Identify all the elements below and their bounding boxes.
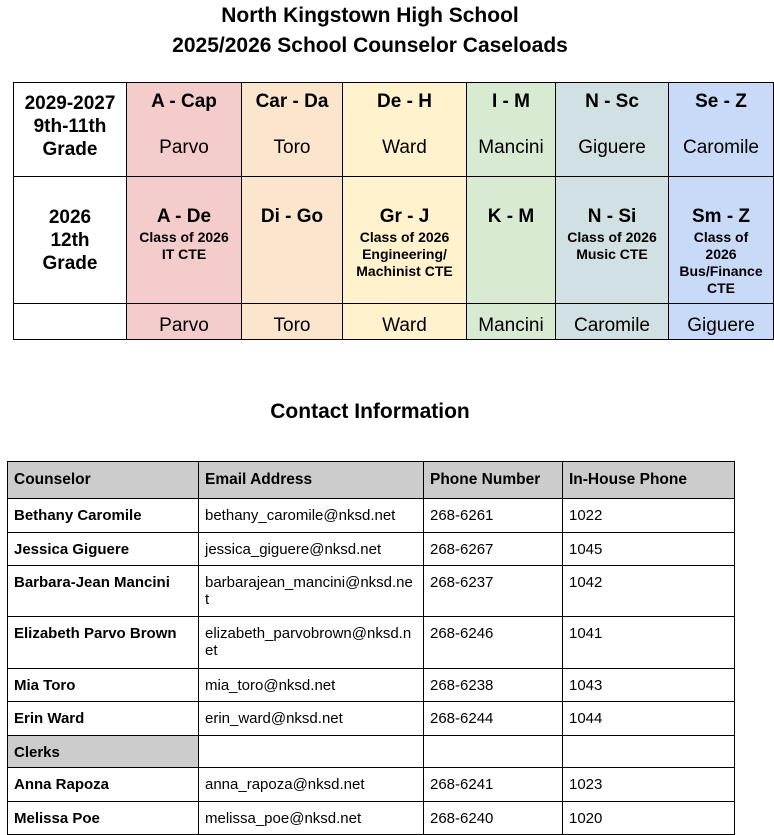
counselor-name: Ward: [382, 315, 427, 336]
program-note: Bus/Finance: [679, 263, 763, 279]
column-header: Email Address: [199, 462, 424, 499]
caseload-cell: [467, 177, 556, 340]
phone-number: 268-6241: [424, 768, 563, 802]
phone-number: 268-6246: [424, 617, 563, 669]
counselor-name: Giguere: [687, 315, 755, 336]
clerks-label: Clerks: [8, 736, 199, 768]
caseload-cell: [343, 83, 467, 177]
phone-number: 268-6244: [424, 702, 563, 736]
alpha-range: De - H: [377, 91, 432, 112]
alpha-range: A - De: [156, 206, 212, 227]
phone-number: 268-6238: [424, 669, 563, 702]
cell-divider: [466, 303, 556, 304]
column-header: In-House Phone: [563, 462, 735, 499]
table-row: [8, 802, 735, 835]
inhouse-phone: 1043: [563, 669, 735, 702]
cell-divider: [241, 303, 343, 304]
program-note: CTE: [707, 280, 735, 296]
caseload-cell: [242, 83, 343, 177]
cell-divider: [126, 303, 242, 304]
inhouse-phone: 1020: [563, 802, 735, 835]
alpha-range: Di - Go: [260, 206, 324, 227]
table-row: [8, 499, 735, 533]
grade-line: 2029-2027: [24, 93, 116, 114]
counselor-name: Mancini: [478, 315, 544, 336]
table-row: [8, 617, 735, 669]
grade-line: 9th-11th: [33, 116, 107, 137]
inhouse-phone: 1042: [563, 566, 735, 617]
clerk-name: Melissa Poe: [8, 802, 199, 835]
counselor-name: Erin Ward: [8, 702, 199, 736]
page-subtitle: 2025/2026 School Counselor Caseloads: [172, 34, 568, 57]
counselor-name: Mancini: [478, 137, 544, 158]
program-note: IT CTE: [161, 246, 207, 262]
alpha-range: K - M: [487, 206, 535, 227]
cell-divider: [14, 303, 126, 304]
grade-cell: [14, 83, 127, 177]
inhouse-phone: 1023: [563, 768, 735, 802]
caseload-cell: [127, 83, 242, 177]
clerks-section-row: [8, 736, 735, 768]
phone-number: 268-6237: [424, 566, 563, 617]
program-note: Class of 2026: [567, 229, 657, 245]
email-link[interactable]: jessica_giguere@nksd.net: [199, 533, 424, 566]
program-note: Class of: [693, 229, 749, 245]
alpha-range: I - M: [492, 91, 530, 112]
inhouse-phone: 1044: [563, 702, 735, 736]
program-note: Machinist CTE: [356, 263, 453, 279]
grade-line: Grade: [42, 253, 98, 274]
counselor-name: Toro: [273, 137, 311, 158]
clerk-name: Anna Rapoza: [8, 768, 199, 802]
alpha-range: N - Si: [587, 206, 637, 227]
program-note: 2026: [705, 246, 737, 262]
phone-number: 268-6261: [424, 499, 563, 533]
caseload-row-underclass: [14, 83, 774, 177]
contact-table: [7, 461, 735, 835]
phone-number: 268-6240: [424, 802, 563, 835]
caseload-cell: [127, 177, 242, 340]
contact-header-row: [8, 462, 735, 499]
grade-line: Grade: [42, 139, 98, 160]
cell-divider: [555, 303, 669, 304]
email-link[interactable]: anna_rapoza@nksd.net: [199, 768, 424, 802]
grade-line: 2026: [48, 207, 92, 228]
counselor-name: Parvo: [159, 137, 209, 158]
caseload-cell: [556, 83, 669, 177]
phone-number: 268-6267: [424, 533, 563, 566]
email-link[interactable]: melissa_poe@nksd.net: [199, 802, 424, 835]
program-note: Engineering/: [362, 246, 447, 262]
table-row: [8, 702, 735, 736]
alpha-range: N - Sc: [585, 91, 639, 112]
empty-cell: [563, 736, 735, 768]
counselor-name: Barbara-Jean Mancini: [8, 566, 199, 617]
alpha-range: Se - Z: [695, 91, 747, 112]
inhouse-phone: 1022: [563, 499, 735, 533]
table-row: [8, 669, 735, 702]
email-link[interactable]: barbarajean_mancini@nksd.net: [199, 566, 424, 617]
alpha-range: Car - Da: [255, 91, 329, 112]
inhouse-phone: 1041: [563, 617, 735, 669]
counselor-name: Bethany Caromile: [8, 499, 199, 533]
email-link[interactable]: elizabeth_parvobrown@nksd.net: [199, 617, 424, 669]
email-link[interactable]: erin_ward@nksd.net: [199, 702, 424, 736]
caseload-cell: [467, 83, 556, 177]
caseload-cell: [669, 83, 774, 177]
empty-cell: [424, 736, 563, 768]
grade-cell: [14, 177, 127, 340]
alpha-range: Gr - J: [379, 206, 430, 227]
table-row: [8, 768, 735, 802]
email-link[interactable]: bethany_caromile@nksd.net: [199, 499, 424, 533]
caseload-cell: [242, 177, 343, 340]
caseload-cell: [669, 177, 774, 340]
caseload-cell: [343, 177, 467, 340]
caseload-cell: [556, 177, 669, 340]
program-note: Class of 2026: [139, 229, 229, 245]
cell-divider: [342, 303, 467, 304]
table-row: [8, 533, 735, 566]
counselor-name: Parvo: [159, 315, 209, 336]
column-header: Phone Number: [424, 462, 563, 499]
counselor-name: Toro: [273, 315, 311, 336]
cell-divider: [668, 303, 774, 304]
caseload-table: [13, 82, 774, 340]
counselor-name: Jessica Giguere: [8, 533, 199, 566]
counselor-name: Caromile: [682, 137, 760, 158]
table-row: [8, 566, 735, 617]
grade-line: 12th: [50, 230, 90, 251]
counselor-name: Giguere: [578, 137, 646, 158]
column-header: Counselor: [8, 462, 199, 499]
counselor-name: Mia Toro: [8, 669, 199, 702]
empty-cell: [199, 736, 424, 768]
caseload-row-seniors: [14, 177, 774, 340]
alpha-range: Sm - Z: [691, 206, 751, 227]
program-note: Class of 2026: [359, 229, 450, 245]
counselor-name: Ward: [382, 137, 427, 158]
counselor-name: Elizabeth Parvo Brown: [8, 617, 199, 669]
page-title: North Kingstown High School: [221, 4, 519, 27]
inhouse-phone: 1045: [563, 533, 735, 566]
program-note: Music CTE: [576, 246, 648, 262]
email-link[interactable]: mia_toro@nksd.net: [199, 669, 424, 702]
counselor-name: Caromile: [573, 315, 651, 336]
alpha-range: A - Cap: [151, 91, 217, 112]
contact-heading: Contact Information: [270, 400, 470, 423]
